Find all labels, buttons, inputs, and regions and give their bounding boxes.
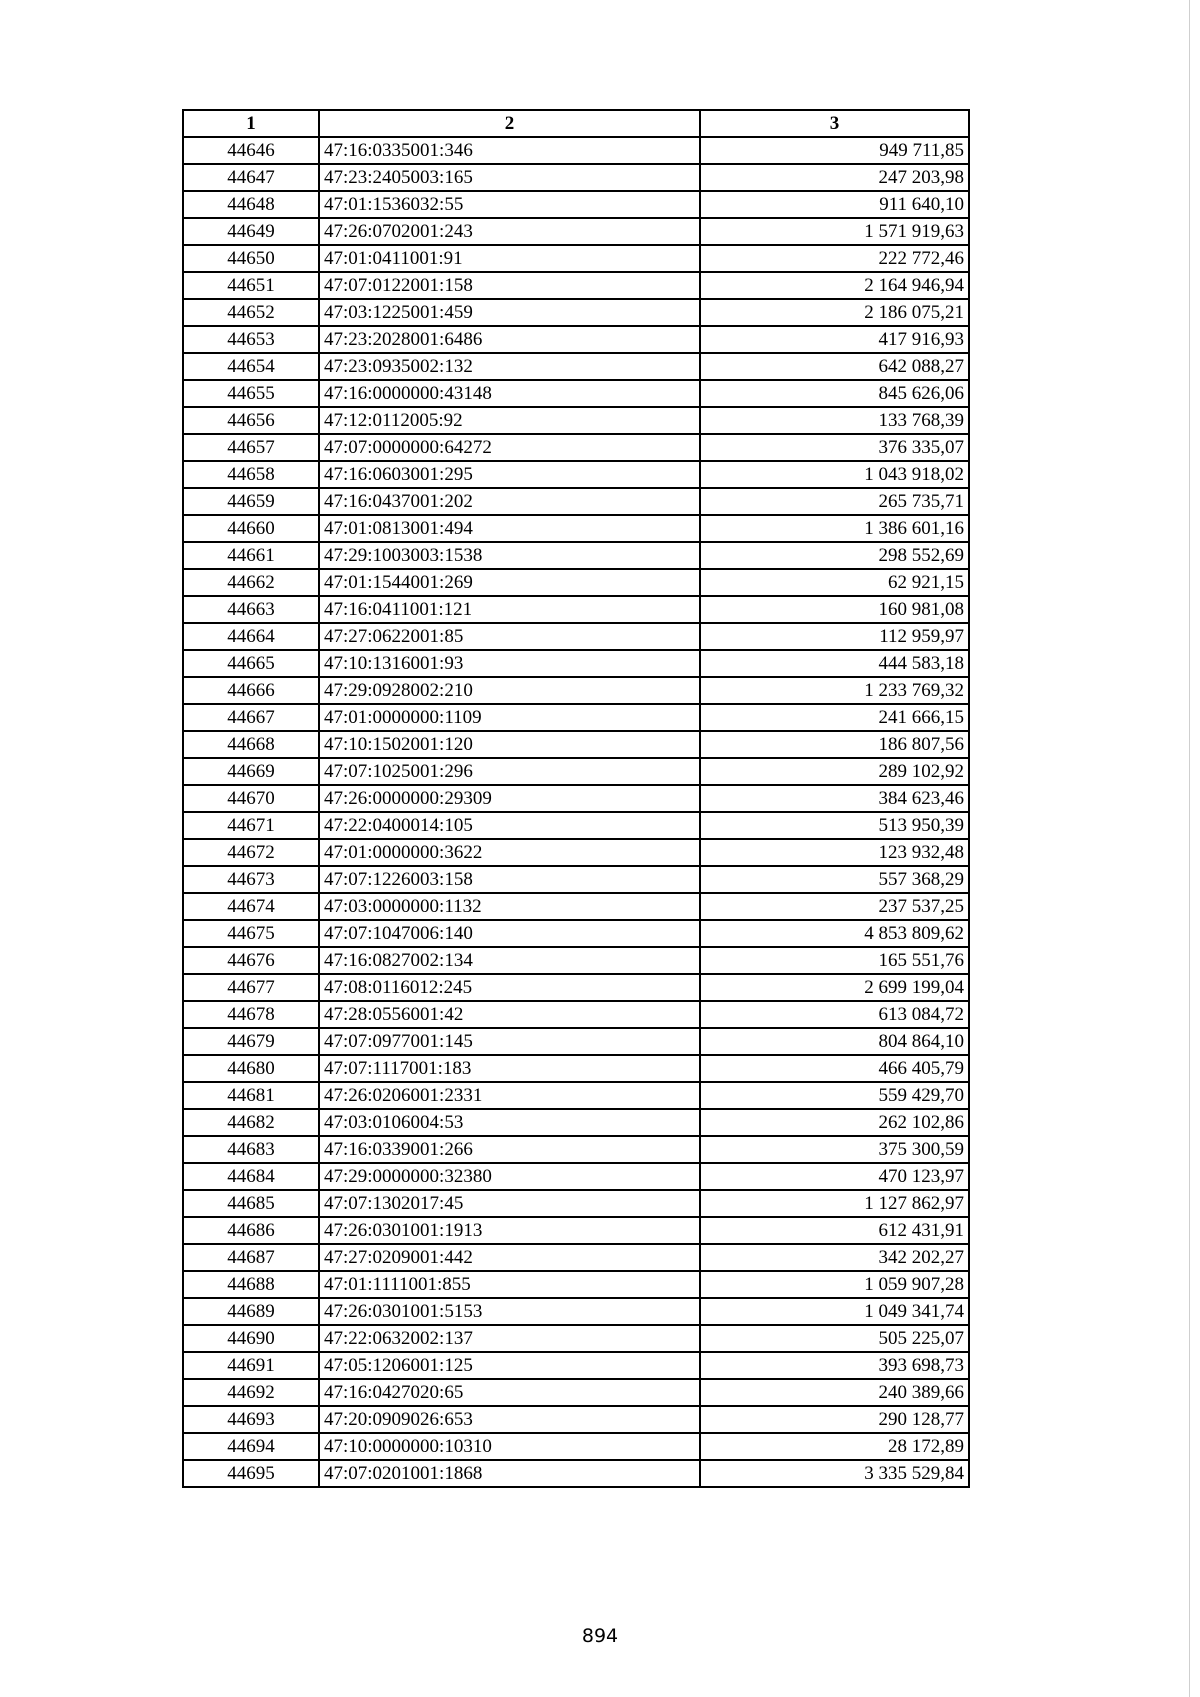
row-number-cell: 44658: [183, 461, 319, 488]
cadastral-number-cell: 47:07:1226003:158: [319, 866, 700, 893]
cadastral-number-cell: 47:26:0301001:1913: [319, 1217, 700, 1244]
table-row: [183, 1244, 969, 1271]
table-row: [183, 1352, 969, 1379]
value-cell: 1 043 918,02: [700, 461, 969, 488]
row-number-cell: 44688: [183, 1271, 319, 1298]
value-cell: 2 186 075,21: [700, 299, 969, 326]
table-row: [183, 353, 969, 380]
value-cell: 241 666,15: [700, 704, 969, 731]
table-row: [183, 380, 969, 407]
table-row: [183, 812, 969, 839]
value-cell: 342 202,27: [700, 1244, 969, 1271]
cadastral-number-cell: 47:27:0622001:85: [319, 623, 700, 650]
row-number-cell: 44673: [183, 866, 319, 893]
value-cell: 240 389,66: [700, 1379, 969, 1406]
row-number-cell: 44692: [183, 1379, 319, 1406]
row-number-cell: 44689: [183, 1298, 319, 1325]
table-row: [183, 1379, 969, 1406]
table-row: [183, 299, 969, 326]
value-cell: 505 225,07: [700, 1325, 969, 1352]
cadastral-number-cell: 47:07:1025001:296: [319, 758, 700, 785]
row-number-cell: 44675: [183, 920, 319, 947]
value-cell: 444 583,18: [700, 650, 969, 677]
cadastral-number-cell: 47:07:1302017:45: [319, 1190, 700, 1217]
table-row: [183, 1163, 969, 1190]
table-row: [183, 920, 969, 947]
row-number-cell: 44656: [183, 407, 319, 434]
table-row: [183, 218, 969, 245]
value-cell: 376 335,07: [700, 434, 969, 461]
cadastral-number-cell: 47:16:0427020:65: [319, 1379, 700, 1406]
row-number-cell: 44660: [183, 515, 319, 542]
value-cell: 393 698,73: [700, 1352, 969, 1379]
value-cell: 804 864,10: [700, 1028, 969, 1055]
value-cell: 911 640,10: [700, 191, 969, 218]
table-row: [183, 434, 969, 461]
value-cell: 470 123,97: [700, 1163, 969, 1190]
value-cell: 1 386 601,16: [700, 515, 969, 542]
row-number-cell: 44651: [183, 272, 319, 299]
cadastral-number-cell: 47:16:0339001:266: [319, 1136, 700, 1163]
row-number-cell: 44650: [183, 245, 319, 272]
row-number-cell: 44679: [183, 1028, 319, 1055]
value-cell: 2 699 199,04: [700, 974, 969, 1001]
table-row: [183, 1082, 969, 1109]
row-number-cell: 44670: [183, 785, 319, 812]
cadastral-number-cell: 47:27:0209001:442: [319, 1244, 700, 1271]
row-number-cell: 44691: [183, 1352, 319, 1379]
value-cell: 262 102,86: [700, 1109, 969, 1136]
table-row: [183, 785, 969, 812]
value-cell: 1 233 769,32: [700, 677, 969, 704]
cadastral-number-cell: 47:26:0702001:243: [319, 218, 700, 245]
cadastral-number-cell: 47:10:1502001:120: [319, 731, 700, 758]
table-row: [183, 569, 969, 596]
value-cell: 613 084,72: [700, 1001, 969, 1028]
value-cell: 513 950,39: [700, 812, 969, 839]
value-cell: 2 164 946,94: [700, 272, 969, 299]
row-number-cell: 44667: [183, 704, 319, 731]
row-number-cell: 44666: [183, 677, 319, 704]
row-number-cell: 44683: [183, 1136, 319, 1163]
cadastral-number-cell: 47:23:2405003:165: [319, 164, 700, 191]
row-number-cell: 44664: [183, 623, 319, 650]
row-number-cell: 44646: [183, 137, 319, 164]
table-row: [183, 758, 969, 785]
cadastral-number-cell: 47:07:1047006:140: [319, 920, 700, 947]
table-row: [183, 515, 969, 542]
cadastral-number-cell: 47:03:1225001:459: [319, 299, 700, 326]
row-number-cell: 44681: [183, 1082, 319, 1109]
row-number-cell: 44693: [183, 1406, 319, 1433]
value-cell: 1 059 907,28: [700, 1271, 969, 1298]
value-cell: 265 735,71: [700, 488, 969, 515]
table-row: [183, 1055, 969, 1082]
table-body: [183, 137, 969, 1487]
row-number-cell: 44682: [183, 1109, 319, 1136]
value-cell: 384 623,46: [700, 785, 969, 812]
value-cell: 160 981,08: [700, 596, 969, 623]
data-table: [182, 109, 970, 1488]
cadastral-number-cell: 47:07:1117001:183: [319, 1055, 700, 1082]
value-cell: 133 768,39: [700, 407, 969, 434]
row-number-cell: 44676: [183, 947, 319, 974]
row-number-cell: 44655: [183, 380, 319, 407]
value-cell: 290 128,77: [700, 1406, 969, 1433]
value-cell: 4 853 809,62: [700, 920, 969, 947]
cadastral-number-cell: 47:23:2028001:6486: [319, 326, 700, 353]
row-number-cell: 44685: [183, 1190, 319, 1217]
row-number-cell: 44694: [183, 1433, 319, 1460]
cadastral-number-cell: 47:26:0301001:5153: [319, 1298, 700, 1325]
value-cell: 28 172,89: [700, 1433, 969, 1460]
column-header-2: 2: [319, 110, 700, 137]
table-row: [183, 1136, 969, 1163]
value-cell: 123 932,48: [700, 839, 969, 866]
table-row: [183, 704, 969, 731]
row-number-cell: 44647: [183, 164, 319, 191]
table-row: [183, 677, 969, 704]
cadastral-number-cell: 47:01:0411001:91: [319, 245, 700, 272]
cadastral-number-cell: 47:03:0000000:1132: [319, 893, 700, 920]
value-cell: 1 127 862,97: [700, 1190, 969, 1217]
cadastral-number-cell: 47:01:1536032:55: [319, 191, 700, 218]
cadastral-number-cell: 47:01:0000000:1109: [319, 704, 700, 731]
row-number-cell: 44671: [183, 812, 319, 839]
row-number-cell: 44648: [183, 191, 319, 218]
page-edge-line: [1189, 0, 1190, 1697]
table-row: [183, 326, 969, 353]
row-number-cell: 44677: [183, 974, 319, 1001]
table-row: [183, 1460, 969, 1487]
table-row: [183, 245, 969, 272]
cadastral-number-cell: 47:03:0106004:53: [319, 1109, 700, 1136]
cadastral-number-cell: 47:26:0000000:29309: [319, 785, 700, 812]
cadastral-number-cell: 47:16:0411001:121: [319, 596, 700, 623]
value-cell: 949 711,85: [700, 137, 969, 164]
value-cell: 3 335 529,84: [700, 1460, 969, 1487]
value-cell: 559 429,70: [700, 1082, 969, 1109]
table-row: [183, 1190, 969, 1217]
table-row: [183, 866, 969, 893]
table-row: [183, 164, 969, 191]
table-header-row: [183, 110, 969, 137]
cadastral-number-cell: 47:22:0400014:105: [319, 812, 700, 839]
row-number-cell: 44654: [183, 353, 319, 380]
table-row: [183, 650, 969, 677]
value-cell: 642 088,27: [700, 353, 969, 380]
value-cell: 165 551,76: [700, 947, 969, 974]
cadastral-number-cell: 47:01:0000000:3622: [319, 839, 700, 866]
cadastral-number-cell: 47:16:0000000:43148: [319, 380, 700, 407]
cadastral-number-cell: 47:22:0632002:137: [319, 1325, 700, 1352]
value-cell: 557 368,29: [700, 866, 969, 893]
table-row: [183, 1406, 969, 1433]
cadastral-number-cell: 47:16:0603001:295: [319, 461, 700, 488]
column-header-1: 1: [183, 110, 319, 137]
value-cell: 112 959,97: [700, 623, 969, 650]
value-cell: 237 537,25: [700, 893, 969, 920]
value-cell: 298 552,69: [700, 542, 969, 569]
cadastral-number-cell: 47:01:1544001:269: [319, 569, 700, 596]
table-row: [183, 1271, 969, 1298]
row-number-cell: 44652: [183, 299, 319, 326]
cadastral-number-cell: 47:08:0116012:245: [319, 974, 700, 1001]
cadastral-number-cell: 47:05:1206001:125: [319, 1352, 700, 1379]
value-cell: 1 049 341,74: [700, 1298, 969, 1325]
cadastral-number-cell: 47:07:0201001:1868: [319, 1460, 700, 1487]
value-cell: 1 571 919,63: [700, 218, 969, 245]
value-cell: 845 626,06: [700, 380, 969, 407]
row-number-cell: 44657: [183, 434, 319, 461]
cadastral-number-cell: 47:10:1316001:93: [319, 650, 700, 677]
table-row: [183, 461, 969, 488]
cadastral-number-cell: 47:07:0122001:158: [319, 272, 700, 299]
table-row: [183, 1325, 969, 1352]
table-row: [183, 1001, 969, 1028]
cadastral-number-cell: 47:23:0935002:132: [319, 353, 700, 380]
row-number-cell: 44678: [183, 1001, 319, 1028]
cadastral-number-cell: 47:28:0556001:42: [319, 1001, 700, 1028]
table-row: [183, 542, 969, 569]
cadastral-number-cell: 47:26:0206001:2331: [319, 1082, 700, 1109]
row-number-cell: 44659: [183, 488, 319, 515]
value-cell: 186 807,56: [700, 731, 969, 758]
value-cell: 222 772,46: [700, 245, 969, 272]
table-row: [183, 488, 969, 515]
table-row: [183, 623, 969, 650]
cadastral-number-cell: 47:29:0928002:210: [319, 677, 700, 704]
value-cell: 417 916,93: [700, 326, 969, 353]
cadastral-number-cell: 47:16:0437001:202: [319, 488, 700, 515]
row-number-cell: 44662: [183, 569, 319, 596]
row-number-cell: 44668: [183, 731, 319, 758]
row-number-cell: 44686: [183, 1217, 319, 1244]
cadastral-number-cell: 47:07:0000000:64272: [319, 434, 700, 461]
cadastral-number-cell: 47:16:0335001:346: [319, 137, 700, 164]
cadastral-number-cell: 47:07:0977001:145: [319, 1028, 700, 1055]
value-cell: 62 921,15: [700, 569, 969, 596]
row-number-cell: 44663: [183, 596, 319, 623]
value-cell: 289 102,92: [700, 758, 969, 785]
table-row: [183, 893, 969, 920]
cadastral-number-cell: 47:29:0000000:32380: [319, 1163, 700, 1190]
table-row: [183, 137, 969, 164]
table-row: [183, 1298, 969, 1325]
table-row: [183, 1028, 969, 1055]
row-number-cell: 44690: [183, 1325, 319, 1352]
row-number-cell: 44669: [183, 758, 319, 785]
value-cell: 247 203,98: [700, 164, 969, 191]
table-row: [183, 947, 969, 974]
cadastral-number-cell: 47:01:1111001:855: [319, 1271, 700, 1298]
column-header-3: 3: [700, 110, 969, 137]
table-row: [183, 974, 969, 1001]
cadastral-number-cell: 47:29:1003003:1538: [319, 542, 700, 569]
table-row: [183, 1433, 969, 1460]
table-row: [183, 1217, 969, 1244]
value-cell: 612 431,91: [700, 1217, 969, 1244]
row-number-cell: 44687: [183, 1244, 319, 1271]
table-row: [183, 272, 969, 299]
value-cell: 466 405,79: [700, 1055, 969, 1082]
row-number-cell: 44653: [183, 326, 319, 353]
row-number-cell: 44665: [183, 650, 319, 677]
table-row: [183, 407, 969, 434]
row-number-cell: 44672: [183, 839, 319, 866]
cadastral-number-cell: 47:20:0909026:653: [319, 1406, 700, 1433]
table-row: [183, 191, 969, 218]
cadastral-number-cell: 47:10:0000000:10310: [319, 1433, 700, 1460]
row-number-cell: 44680: [183, 1055, 319, 1082]
row-number-cell: 44674: [183, 893, 319, 920]
table-row: [183, 839, 969, 866]
row-number-cell: 44695: [183, 1460, 319, 1487]
cadastral-number-cell: 47:16:0827002:134: [319, 947, 700, 974]
value-cell: 375 300,59: [700, 1136, 969, 1163]
row-number-cell: 44649: [183, 218, 319, 245]
table-row: [183, 731, 969, 758]
page-number: 894: [581, 1625, 619, 1647]
table-row: [183, 1109, 969, 1136]
cadastral-number-cell: 47:12:0112005:92: [319, 407, 700, 434]
table-row: [183, 596, 969, 623]
cadastral-number-cell: 47:01:0813001:494: [319, 515, 700, 542]
row-number-cell: 44661: [183, 542, 319, 569]
row-number-cell: 44684: [183, 1163, 319, 1190]
